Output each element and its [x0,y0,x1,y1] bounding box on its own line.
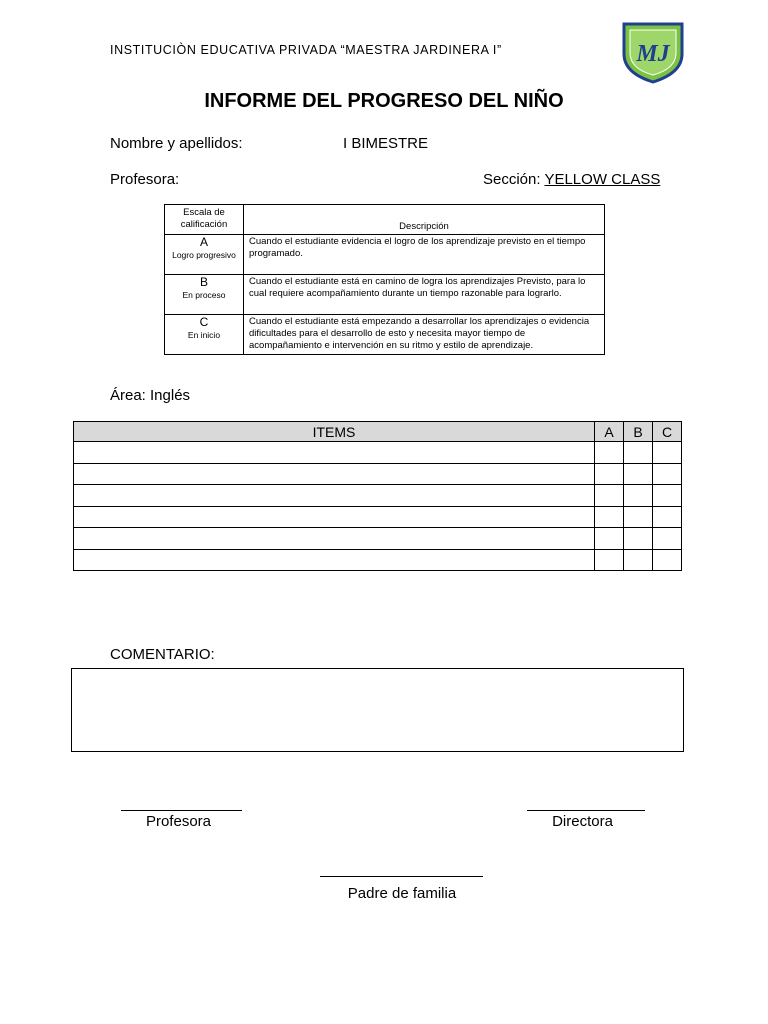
items-table [73,421,682,571]
items-header-row [74,422,682,442]
table-row [74,442,682,464]
scale-row [165,235,605,275]
director-signature-line [527,810,645,811]
grade-c-cell[interactable] [653,442,682,464]
grade-c-cell[interactable] [653,506,682,528]
scale-letter: B [199,275,208,289]
item-cell[interactable] [74,442,595,464]
grade-b-cell[interactable] [624,442,653,464]
grade-c-cell[interactable] [653,549,682,571]
comment-box[interactable] [71,668,684,752]
logo-monogram: MJ [636,41,670,67]
grade-a-cell[interactable] [595,463,624,485]
grade-b-cell[interactable] [624,485,653,507]
scale-sub-label: Logro progresivo [172,250,236,260]
scale-code-cell [165,315,244,355]
scale-code-cell [165,275,244,315]
grade-a-cell[interactable] [595,506,624,528]
scale-sub-label: En proceso [182,290,226,300]
parent-signature-line [320,876,483,877]
scale-header-row [165,205,605,235]
institution-name: INSTITUCIÒN EDUCATIVA PRIVADA “MAESTRA JARDINERA I” [110,43,502,57]
grade-c-header: C [653,422,682,442]
grade-a-cell[interactable] [595,528,624,550]
grading-scale-table [164,204,605,355]
director-signature-label: Directora [552,813,613,830]
scale-header-right: Descripción [244,205,605,235]
item-cell[interactable] [74,549,595,571]
grade-c-cell[interactable] [653,463,682,485]
section-label: Sección: [483,171,541,188]
teacher-label: Profesora: [110,171,180,188]
item-cell[interactable] [74,506,595,528]
parent-signature-label: Padre de familia [347,885,457,902]
section-field [483,171,660,188]
grade-c-cell[interactable] [653,485,682,507]
grade-b-cell[interactable] [624,506,653,528]
scale-sub-label: En inicio [187,330,221,340]
table-row [74,549,682,571]
table-row [74,506,682,528]
grade-a-cell[interactable] [595,442,624,464]
scale-description: Cuando el estudiante está en camino de logra los aprendizajes Previsto, para lo cual requiere acompañamiento durante un tiempo razonable para lograrlo. [244,275,605,315]
comment-label: COMENTARIO: [110,646,215,663]
item-cell[interactable] [74,463,595,485]
items-header: ITEMS [74,422,595,442]
scale-row [165,315,605,355]
grade-b-cell[interactable] [624,463,653,485]
scale-header-left: Escala de calificación [165,205,244,235]
grade-c-cell[interactable] [653,528,682,550]
scale-description: Cuando el estudiante evidencia el logro de los aprendizaje previsto en el tiempo programado. [244,235,605,275]
section-value: YELLOW CLASS [544,171,661,188]
item-cell[interactable] [74,528,595,550]
scale-row [165,275,605,315]
teacher-signature-label: Profesora [145,813,212,830]
table-row [74,463,682,485]
period-label: I BIMESTRE [343,135,429,152]
grade-a-header: A [595,422,624,442]
scale-letter: A [199,235,208,249]
table-row [74,528,682,550]
page-title: INFORME DEL PROGRESO DEL NIÑO [204,90,564,112]
scale-description: Cuando el estudiante está empezando a desarrollar los aprendizajes o evidencia dificultades para el desarrollo de esto y necesita mayor tiempo de acompañamiento e intervención en su ritmo y estilo de aprendizaje. [244,315,605,355]
scale-letter: C [199,315,209,329]
teacher-signature-line [121,810,242,811]
grade-b-header: B [624,422,653,442]
area-label: Área: Inglés [110,387,191,404]
school-crest-logo [620,20,686,84]
scale-code-cell [165,235,244,275]
grade-b-cell[interactable] [624,528,653,550]
grade-a-cell[interactable] [595,549,624,571]
grade-b-cell[interactable] [624,549,653,571]
grade-a-cell[interactable] [595,485,624,507]
name-label: Nombre y apellidos: [110,135,243,152]
item-cell[interactable] [74,485,595,507]
table-row [74,485,682,507]
